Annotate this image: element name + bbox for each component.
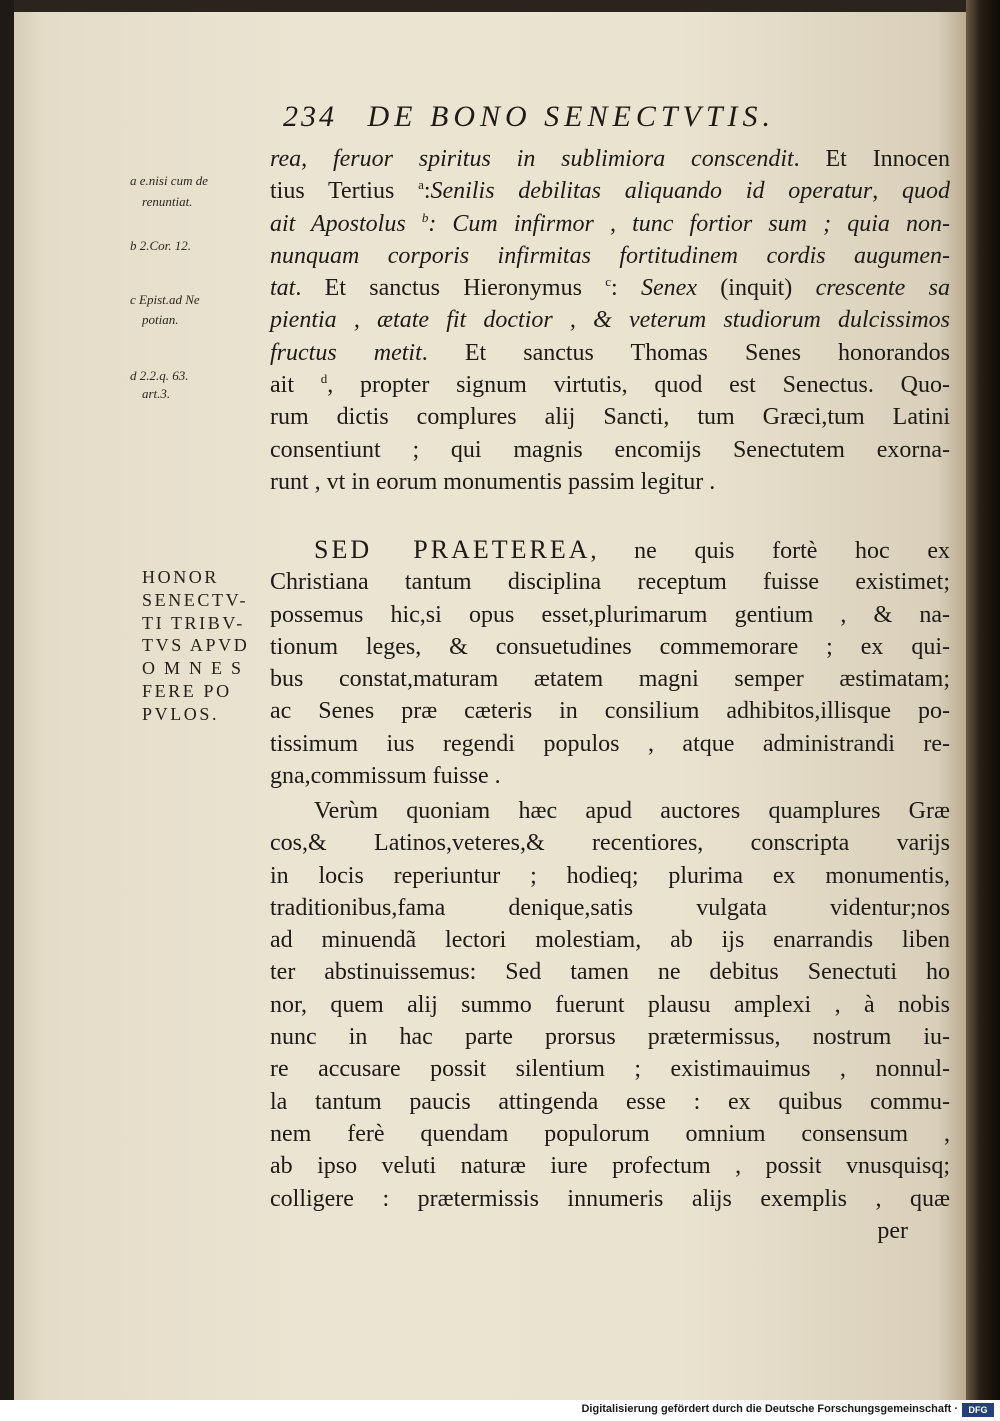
running-head <box>283 100 903 144</box>
catchword: per <box>877 1218 908 1244</box>
text-line: re accusare possit silentium ; existimauimus , nonnul- <box>270 1056 950 1083</box>
margin-note: d 2.2.q. 63. <box>130 368 189 383</box>
text-line: nor, quem alij summo fuerunt plausu amplexi , à nobis <box>270 991 950 1018</box>
text-line: Verùm quoniam hæc apud auctores quamplures Græ <box>314 798 950 824</box>
text-line: colligere : prætermissis innumeris alijs exemplis , quæ <box>270 1185 950 1212</box>
text-line: nem ferè quendam populorum omnium consensum , <box>270 1120 950 1147</box>
paragraph-1 <box>270 143 950 498</box>
text-line: ad minuendã lectori molestiam, ab ijs enarrandis liben <box>270 927 950 954</box>
side-heading-line: PVLOS. <box>142 703 220 724</box>
text-line: la tantum paucis attingenda esse : ex quibus commu- <box>270 1088 950 1115</box>
text-line: gna,commissum fuisse . <box>270 763 501 790</box>
digitization-footer <box>0 1400 1000 1421</box>
paragraph-3 <box>270 795 950 1215</box>
page-number: 234 <box>283 100 337 133</box>
margin-note: potian. <box>142 312 179 327</box>
dfg-logo: DFG <box>962 1403 994 1417</box>
margin-note: b 2.Cor. 12. <box>130 238 192 253</box>
side-heading <box>142 566 272 726</box>
paragraph-opening-capitals: SED PRAETEREA <box>314 535 591 564</box>
text-line: ab ipso veluti naturæ iure profectum , possit vnusquisq; <box>270 1153 950 1180</box>
text-line: traditionibus,fama denique,satis vulgata videntur;nos <box>270 894 950 921</box>
side-heading-line: SENECTV- <box>142 589 249 610</box>
side-heading-line: FERE PO <box>142 680 232 701</box>
scan-border-top <box>0 0 1000 12</box>
margin-note: a e.nisi cum de <box>130 173 208 188</box>
text-line: tat. Et sanctus Hieronymus $^c$: Senex (inquit) crescente sa <box>270 274 950 302</box>
text-line: pientia , ætate fit doctior , & veterum studiorum dulcissimos <box>270 307 950 334</box>
footnote-marker: d <box>320 371 328 387</box>
footnote-marker: c <box>605 274 612 290</box>
text-line: tionum leges, & consuetudines commemorare ; ex qui- <box>270 633 950 660</box>
scan-border-left <box>0 0 14 1400</box>
side-heading-line: TVS APVD <box>142 635 250 656</box>
margin-note: c Epist.ad Ne <box>130 292 200 307</box>
running-title: DE BONO SENECTVTIS. <box>367 100 776 133</box>
text-line: SED PRAETEREA, ne quis fortè hoc ex <box>314 535 950 564</box>
margin-note: renuntiat. <box>142 194 193 209</box>
text-line: nunquam corporis infirmitas fortitudinem cordis augumen- <box>270 242 950 269</box>
text-line: in locis reperiuntur ; hodieq; plurima ex monumentis, <box>270 862 950 889</box>
side-heading-line: TI TRIBV- <box>142 612 245 633</box>
text-line: ait $^d$, propter signum virtutis, quod est Senectus. Quo- <box>270 371 950 399</box>
book-edge <box>966 0 1000 1400</box>
text-line: cos,& Latinos,veteres,& recentiores, conscripta varijs <box>270 830 950 857</box>
text-line: Christiana tantum disciplina receptum fuisse existimet; <box>270 569 950 596</box>
text-line: tissimum ius regendi populos , atque administrandi re- <box>270 730 950 757</box>
funding-credit: Digitalisierung gefördert durch die Deutsche Forschungsgemeinschaft · <box>581 1403 958 1415</box>
footnote-marker: a <box>418 177 424 193</box>
text-line: consentiunt ; qui magnis encomijs Senectutem exorna- <box>270 436 950 463</box>
text-line: rea, feruor spiritus in sublimiora conscendit. Et Innocen <box>270 146 950 172</box>
paragraph-2 <box>270 534 950 792</box>
text-line: ter abstinuissemus: Sed tamen ne debitus Senectuti ho <box>270 959 950 986</box>
margin-note: art.3. <box>142 386 171 401</box>
text-line: bus constat,maturam ætatem magni semper æstimatam; <box>270 666 950 693</box>
text-line: possemus hic,si opus esset,plurimarum gentium , & na- <box>270 601 950 628</box>
text-line: fructus metit. Et sanctus Thomas Senes honorandos <box>270 339 951 366</box>
footnote-marker: b <box>421 209 429 225</box>
text-line: rum dictis complures alij Sancti, tum Græci,tum Latini <box>270 404 950 431</box>
side-heading-line: HONOR <box>142 567 220 587</box>
text-line: ait Apostolus $^b$: Cum infirmor , tunc fortior sum ; quia non- <box>270 209 950 237</box>
text-line: ac Senes præ cæteris in consilium adhibitos,illisque po- <box>270 698 950 725</box>
side-heading-line: OMNES <box>142 658 251 679</box>
text-line: nunc in hac parte prorsus prætermissus, nostrum iu- <box>270 1024 950 1051</box>
text-line: runt , vt in eorum monumentis passim legitur . <box>270 468 716 495</box>
text-line: tius Tertius $^a$:Senilis debilitas aliquando id operatur, quod <box>270 177 951 205</box>
